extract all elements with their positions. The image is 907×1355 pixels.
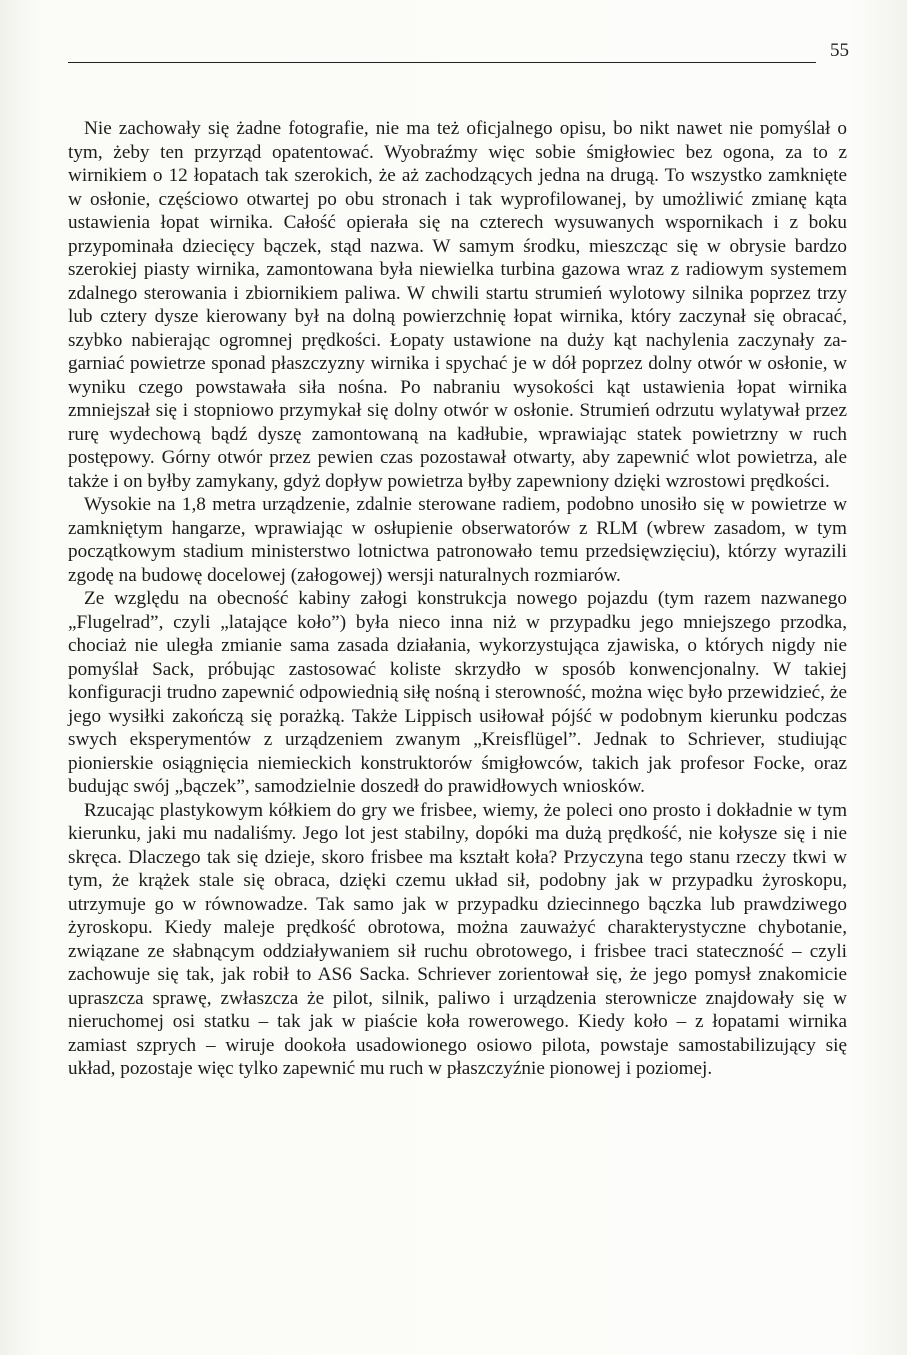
paragraph: Wysokie na 1,8 metra urządzenie, zdalnie sterowane radiem, podobno unosiło się w powietrze w zamkniętym hangarze, wprawiając w osłupienie obserwatorów z RLM (wbrew zasadom, w tym początkowym stadium ministerstwo lotnictwa patronowało temu przedsięwzięciu), którzy wyrazili zgodę na budowę docelowej (załogowej) wersji naturalnych rozmiarów. (68, 494, 847, 586)
header-rule (68, 62, 816, 63)
paragraph: Nie zachowały się żadne fotografie, nie ma też oficjalnego opisu, bo nikt nawet nie pomyślał o tym, żeby ten przyrząd opatentować. Wyobraźmy więc sobie śmigłowiec bez ogona, za to z wirnikiem o 12 łopatach tak szerokich, że aż zachodzących jedna na drugą. To wszystko zamknięte w osłonie, częściowo otwartej po obu stronach i tak wyprofilowanej, by umożliwić zmianę kąta ustawienia łopat wirnika. Całość opierała się na czterech wysuwanych wspornikach i z boku przypominała dziecięcy bączek, stąd nazwa. W samym środku, mieszcząc się w obrysie bardzo szerokiej piasty wirnika, zamontowana była niewielka turbina gazowa wraz z radiowym systemem zdalnego sterowania i zbiornikiem paliwa. W chwili startu strumień wylotowy silnika poprzez trzy lub cztery dysze kierowany był na dolną powierzchnię łopat wirnika, który zaczynał się obracać, szybko nabierając ogromnej prędkości. Łopaty ustawione na duży kąt nachylenia zaczynały zagarniać powietrze sponad płaszczyzny wirnika i spychać je w dół poprzez dolny otwór w osłonie, w wyniku czego powstawała siła nośna. Po nabraniu wysokości kąt ustawienia łopat wirnika zmniejszał się i stopniowo przymykał się dolny otwór w osłonie. Strumień odrzutu wylatywał przez rurę wydechową bądź dyszę zamontowaną na kadłubie, wprawiając statek powietrzny w ruch postępowy. Górny otwór przez pewien czas pozostawał otwarty, aby zapewnić wlot powietrza, ale także i on byłby zamykany, gdyż dopływ powietrza byłby zapewniony dzięki wzrostowi prędkości. (68, 118, 847, 492)
page-number: 55 (830, 40, 849, 61)
body-text (68, 117, 847, 1081)
paragraph: Ze względu na obecność kabiny załogi konstrukcja nowego pojazdu (tym razem nazwanego „Flugelrad”, czyli „latające koło”) była nieco inna niż w przypadku jego mniejszego przodka, chociaż nie uległa zmianie sama zasada działania, wykorzystująca zjawiska, o których nigdy nie pomyślał Sack, próbując zastosować koliste skrzydło w sposób konwencjonalny. W takiej konfiguracji trudno zapewnić odpowiednią siłę nośną i sterowność, można więc było przewidzieć, że jego wysiłki zakończą się porażką. Także Lippisch usiłował pójść w podobnym kierunku podczas swych eksperymentów z urządzeniem zwanym „Kreisflügel”. Jednak to Schriever, studiując pionierskie osiągnięcia niemieckich konstruktorów śmigłowców, takich jak profesor Focke, oraz budując swój „bączek”, samodzielnie doszedł do prawidłowych wniosków. (68, 588, 847, 797)
paragraph: Rzucając plastykowym kółkiem do gry we frisbee, wiemy, że poleci ono prosto i dokładnie w tym kierunku, jaki mu nadaliśmy. Jego lot jest stabilny, dopóki ma dużą prędkość, nie kołysze się i nie skręca. Dlaczego tak się dzieje, skoro frisbee ma kształt koła? Przyczyna tego stanu rzeczy tkwi w tym, że krążek stale się obraca, dzięki czemu układ sił, podobny jak w przypadku żyroskopu, utrzymuje go w równowadze. Tak samo jak w przypadku dziecinnego bączka lub prawdziwego żyroskopu. Kiedy maleje prędkość obrotowa, można zauważyć charakterystyczne chybotanie, związane ze słabnącym oddziaływaniem sił ruchu obrotowego, i frisbee traci stateczność – czyli zachowuje się tak, jak robił to AS6 Sacka. Schriever zorientował się, że jego pomysł znakomicie upraszcza sprawę, zwłaszcza że pilot, silnik, paliwo i urządzenia sterownicze znajdowały się w nieruchomej osi statku – tak jak w piaście koła rowerowego. Kiedy koło – z łopatami wirnika zamiast szprych – wiruje dookoła usadowionego osiowo pilota, powstaje samostabilizujący się układ, pozostaje więc tylko zapewnić mu ruch w płaszczyźnie pionowej i poziomej. (68, 799, 847, 1079)
